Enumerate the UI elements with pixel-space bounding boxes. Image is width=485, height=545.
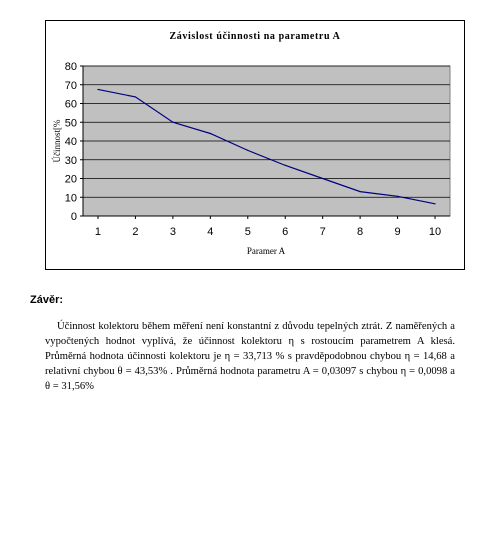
x-tick-label: 9 (394, 226, 401, 238)
y-axis-label: Účinnost[% (52, 119, 62, 163)
x-tick-label: 3 (169, 226, 176, 238)
x-tick-label: 8 (357, 226, 364, 238)
data-point (210, 133, 211, 134)
line-chart (46, 21, 464, 269)
conclusion-heading: Závěr: (30, 294, 64, 306)
y-tick-label: 0 (70, 211, 77, 223)
y-tick-label: 30 (64, 154, 77, 167)
chart-frame (45, 20, 465, 270)
data-point (247, 150, 248, 151)
data-point (285, 165, 286, 166)
x-tick-label: 5 (244, 226, 251, 238)
x-axis-label: Paramer A (246, 246, 286, 256)
data-point (322, 178, 323, 179)
y-tick-label: 80 (64, 61, 77, 73)
y-tick-label: 70 (64, 79, 77, 92)
x-tick-label: 1 (94, 226, 102, 238)
x-tick-label: 6 (282, 226, 289, 238)
x-tick-label: 7 (319, 226, 326, 238)
x-tick-label: 10 (428, 226, 442, 238)
y-tick-label: 10 (64, 192, 77, 205)
y-tick-label: 40 (64, 136, 77, 148)
x-tick-label: 4 (207, 226, 214, 238)
conclusion-paragraph: Účinnost kolektoru během měření není konstantní z důvodu tepelných ztrát. Z naměřených a vypočtených hodnot vyplívá, že účinnost kolektoru η s rostoucím parametrem A klesá. Průměrná hodnota účinnosti kolektoru je η = 33,713 % s pravděpodobnou chybou η = 14,68 a relativní chybou θ = 43,53% . Průměrná hodnota parametru A = 0,03097 s chybou η = 0,0098 a θ = 31,56% (45, 321, 455, 392)
y-tick-labels (65, 61, 77, 223)
data-point (172, 122, 173, 123)
data-point (97, 89, 98, 90)
data-point (135, 96, 136, 97)
data-point (397, 196, 398, 197)
x-tick-labels (95, 226, 441, 238)
y-tick-label: 60 (64, 98, 77, 111)
y-tick-label: 20 (64, 173, 77, 186)
x-tick-label: 2 (132, 226, 139, 238)
data-point (360, 191, 361, 192)
data-point (434, 203, 435, 204)
y-tick-label: 50 (64, 117, 77, 130)
chart-title: Závislost účinnosti na parametru A (169, 31, 341, 42)
